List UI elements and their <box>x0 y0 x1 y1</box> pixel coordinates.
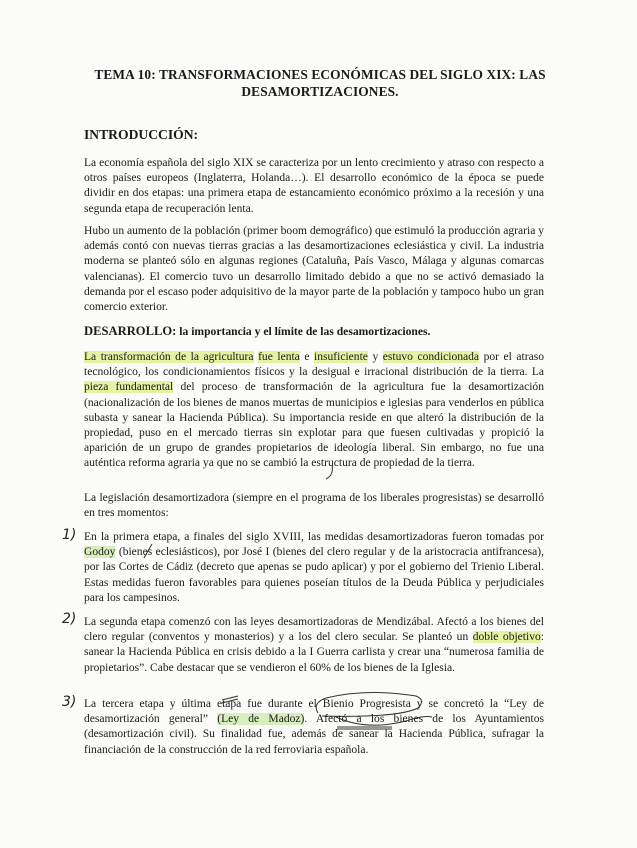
highlight-godoy: Godoy <box>84 546 116 559</box>
text-run: y <box>367 351 383 363</box>
list-marker-2: 2) <box>62 611 77 627</box>
text-run: e <box>299 351 315 363</box>
text-run: En la primera etapa, a finales del siglo XVIII, las medidas desamortizadoras fueron tomadas por <box>84 531 544 543</box>
development-heading-main: DESARROLLO: <box>84 324 177 338</box>
bienio-progresista-circled: Bienio Progresista <box>322 698 411 710</box>
text-run: La segunda etapa comenzó con las leyes desamortizadoras de Mendizábal. Afectó a los bienes del clero regular (conventos y monasterios) y a los del clero secular. Se planteó un <box>84 616 544 644</box>
intro-paragraph-1: La economía española del siglo XIX se caracteriza por un lento crecimiento y atraso con respecto a otros países europeos (Inglaterra, Holanda…). El desarrollo económico de la época se puede dividir en dos etapas: una primera etapa de estancamiento económico próximo a la recesión y una segunda etapa de recuperación lenta. <box>84 157 544 215</box>
development-paragraph-2: La legislación desamortizadora (siempre en el programa de los liberales progresistas) se desarrolló en tres momentos: <box>84 492 544 520</box>
development-paragraph-1 <box>84 350 544 472</box>
text-run: . Afectó a los bienes de los Ayuntamientos (desamortización civil). Su finalidad fue, además de sanear la Hacienda Pública, sufragar la financiación de la construcción de la red ferroviaria española. <box>84 713 545 756</box>
intro-paragraph-2: Hubo un aumento de la población (primer boom demográfico) que estimuló la producción agraria y además contó con nuevas tierras gracias a las desamortizaciones eclesiástica y civil. La industria moderna se planteó sólo en algunas regiones (Cataluña, País Vasco, Málaga y algunas comarcas valencianas). El comercio tuvo un desarrollo limitado debido a que no se activó demasiado la demanda por el escaso poder adquisitivo de la mayor parte de la población y tampoco hubo un gran comercio exterior. <box>84 225 544 314</box>
highlight-transformation: La transformación de la agricultura <box>84 351 254 363</box>
development-heading-sub: la importancia y el límite de las desamortizaciones. <box>176 325 431 338</box>
text-run: por el atraso tecnológico, los condicionamientos físicos y la desigual e irracional distribución de la tierra. La <box>84 351 545 379</box>
development-heading <box>84 324 430 339</box>
text-run: : sanear la Hacienda Pública en crisis debido a la I Guerra carlista y crear una “numerosa familia de propietarios”. Cabe destacar que se vendieron el 60% de los bienes de la Iglesia. <box>84 631 544 674</box>
text-run: La tercera etapa y última etapa fue durante el <box>84 698 323 710</box>
highlight-fue-lenta: fue lenta <box>258 351 300 363</box>
text-run: (bienes eclesiásticos), por José I (bienes del clero regular y de la aristocracia antifrancesa), por las Cortes de Cádiz (decreto que apenas se pudo aplicar) y por el gobierno del Trienio Liberal. Estas medidas fueron favorables para quienes poseían títulos de la Deuda Pública y perjudiciales para los campesinos. <box>84 546 544 604</box>
list-marker-1: 1) <box>62 527 77 543</box>
list-marker-3: 3) <box>62 694 77 710</box>
text-run: del proceso de transformación de la agricultura fue la desamortización (nacionalización de los bienes de manos muertas de municipios e iglesias para venderlos en pública subasta y sanear la Hacienda Pública). Su importancia reside en que alteró la distribución de la propiedad, puso en el mercado tierras sin explotar para que fuesen cultivadas y propició la aparición de un grupo de grandes propietarios de ideología liberal. Sin embargo, no fue una auténtica reforma agraria ya que no se cambió la estructura de propiedad de la tierra. <box>84 381 544 470</box>
document-title: TEMA 10: TRANSFORMACIONES ECONÓMICAS DEL SIGLO XIX: LAS DESAMORTIZACIONES. <box>94 67 546 99</box>
highlight-ley-de-madoz: (Ley de Madoz) <box>217 713 305 726</box>
highlight-pieza-fundamental: pieza fundamental <box>84 381 174 394</box>
text-run: y se concretó la “Ley de desamortización general” <box>84 698 544 726</box>
highlight-insuficiente: insuficiente <box>314 351 368 363</box>
highlight-doble-objetivo: doble objetivo <box>472 631 541 644</box>
stage-2-paragraph <box>84 615 544 676</box>
intro-heading: INTRODUCCIÓN: <box>84 127 199 142</box>
stage-3-paragraph <box>84 697 544 758</box>
stage-1-paragraph <box>84 530 544 606</box>
highlight-condicionada: estuvo condicionada <box>382 351 480 363</box>
